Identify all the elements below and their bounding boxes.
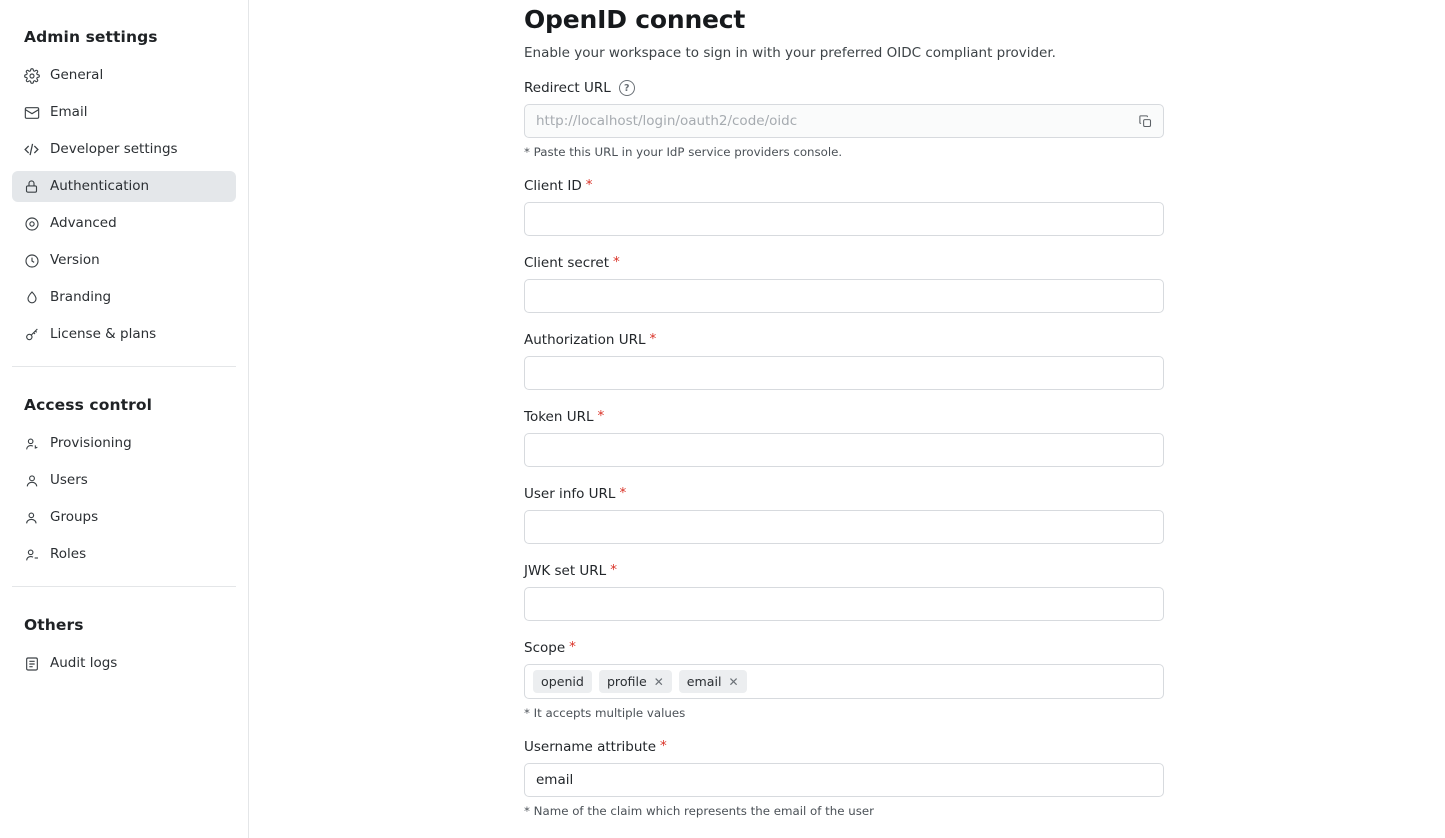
field-user-info-url — [524, 486, 1445, 544]
required-marker: * — [585, 177, 593, 194]
jwk-set-url-label — [524, 563, 1445, 579]
authorization-url-input[interactable] — [524, 356, 1164, 390]
field-scope — [524, 640, 1445, 720]
oidc-settings-form — [249, 0, 1445, 838]
remove-tag-icon[interactable]: ✕ — [653, 674, 664, 689]
username-attribute-label — [524, 739, 1445, 755]
remove-tag-icon[interactable]: ✕ — [728, 674, 739, 689]
scope-tag-label: profile — [606, 674, 647, 689]
droplet-icon — [23, 289, 40, 306]
redirect-url-input-wrap — [524, 104, 1164, 138]
username-attribute-input[interactable] — [524, 763, 1164, 797]
username-attribute-hint: * Name of the claim which represents the email of the user — [524, 804, 875, 818]
client-secret-label — [524, 255, 1445, 271]
scope-tag[interactable] — [599, 670, 672, 693]
code-icon — [23, 141, 40, 158]
scope-tag-label: openid — [541, 674, 584, 689]
main-panel — [249, 0, 1445, 838]
users-icon — [23, 509, 40, 526]
sidebar-item-branding[interactable] — [12, 282, 236, 313]
required-marker: * — [660, 738, 667, 755]
field-redirect-url — [524, 80, 1445, 159]
scope-tags-input[interactable] — [524, 664, 1164, 699]
scope-tag-label: email — [686, 674, 722, 689]
list-icon — [23, 655, 40, 672]
user-info-url-input[interactable] — [524, 510, 1164, 544]
client-id-input[interactable] — [524, 202, 1164, 236]
sidebar-item-groups[interactable] — [12, 502, 236, 533]
field-client-id — [524, 178, 1445, 236]
lock-icon — [23, 178, 40, 195]
label-text: User info URL — [524, 486, 616, 502]
label-text: Redirect URL — [524, 80, 611, 96]
sidebar-item-label: Branding — [50, 288, 112, 305]
client-secret-input[interactable] — [524, 279, 1164, 313]
user-info-url-label — [524, 486, 1445, 502]
user-sync-icon — [23, 435, 40, 452]
label-text: Scope — [524, 640, 566, 656]
scope-tag[interactable] — [679, 670, 747, 693]
sidebar-item-authentication[interactable] — [12, 171, 236, 202]
field-username-attribute — [524, 739, 1445, 818]
client-id-label — [524, 178, 1445, 194]
key-icon — [23, 326, 40, 343]
field-authorization-url — [524, 332, 1445, 390]
bottom-spacer — [524, 818, 1445, 838]
required-marker: * — [597, 408, 605, 425]
sidebar-group-title-admin-settings: Admin settings — [24, 28, 158, 46]
sidebar-item-users[interactable] — [12, 465, 236, 496]
scope-tag[interactable] — [533, 670, 592, 693]
redirect-url-hint: * Paste this URL in your IdP service providers console. — [524, 145, 843, 159]
page-title: OpenID connect — [524, 5, 746, 34]
label-text: Client secret — [524, 255, 609, 271]
field-jwk-set-url — [524, 563, 1445, 621]
sidebar-item-label: Groups — [50, 508, 99, 525]
sidebar-item-label: General — [50, 66, 104, 83]
scope-hint: * It accepts multiple values — [524, 706, 686, 720]
label-text: Token URL — [524, 409, 594, 425]
help-icon[interactable]: ? — [619, 80, 635, 96]
field-client-secret — [524, 255, 1445, 313]
gear-icon — [23, 67, 40, 84]
required-marker: * — [569, 639, 576, 656]
sidebar-item-audit-logs[interactable] — [12, 648, 236, 679]
scope-label — [524, 640, 1445, 656]
sidebar-item-label: Roles — [50, 545, 87, 562]
sidebar-item-general[interactable] — [12, 60, 236, 91]
target-icon — [23, 215, 40, 232]
sidebar-item-label: Advanced — [50, 214, 117, 231]
clock-icon — [23, 252, 40, 269]
copy-icon[interactable] — [1136, 112, 1154, 130]
redirect-url-label — [524, 80, 1445, 96]
sidebar-divider-1 — [12, 366, 236, 367]
sidebar-item-advanced[interactable] — [12, 208, 236, 239]
mail-icon — [23, 104, 40, 121]
label-text: Username attribute — [524, 739, 656, 755]
sidebar-group-title-others: Others — [24, 616, 84, 634]
required-marker: * — [619, 485, 627, 502]
sidebar-item-license-and-plans[interactable] — [12, 319, 236, 350]
sidebar-item-label: Users — [50, 471, 88, 488]
page-subtitle: Enable your workspace to sign in with your preferred OIDC compliant provider. — [524, 45, 1056, 61]
user-role-icon — [23, 546, 40, 563]
required-marker: * — [649, 331, 657, 348]
sidebar-item-label: Authentication — [50, 177, 150, 194]
sidebar-item-label: Developer settings — [50, 140, 178, 157]
user-icon — [23, 472, 40, 489]
sidebar — [0, 0, 249, 838]
sidebar-item-roles[interactable] — [12, 539, 236, 570]
redirect-url-input[interactable] — [524, 104, 1164, 138]
sidebar-item-label: Provisioning — [50, 434, 132, 451]
label-text: Authorization URL — [524, 332, 646, 348]
sidebar-divider-2 — [12, 586, 236, 587]
required-marker: * — [610, 562, 617, 579]
jwk-set-url-input[interactable] — [524, 587, 1164, 621]
sidebar-item-label: Version — [50, 251, 100, 268]
label-text: JWK set URL — [524, 563, 607, 579]
sidebar-item-label: Email — [50, 103, 88, 120]
sidebar-item-email[interactable] — [12, 97, 236, 128]
sidebar-group-title-access-control: Access control — [24, 396, 153, 414]
required-marker: * — [613, 254, 620, 271]
field-token-url — [524, 409, 1445, 467]
sidebar-item-developer-settings[interactable] — [12, 134, 236, 165]
sidebar-item-label: Audit logs — [50, 654, 118, 671]
authorization-url-label — [524, 332, 1445, 348]
token-url-label — [524, 409, 1445, 425]
token-url-input[interactable] — [524, 433, 1164, 467]
sidebar-item-provisioning[interactable] — [12, 428, 236, 459]
sidebar-item-label: License & plans — [50, 325, 157, 342]
label-text: Client ID — [524, 178, 582, 194]
sidebar-item-version[interactable] — [12, 245, 236, 276]
